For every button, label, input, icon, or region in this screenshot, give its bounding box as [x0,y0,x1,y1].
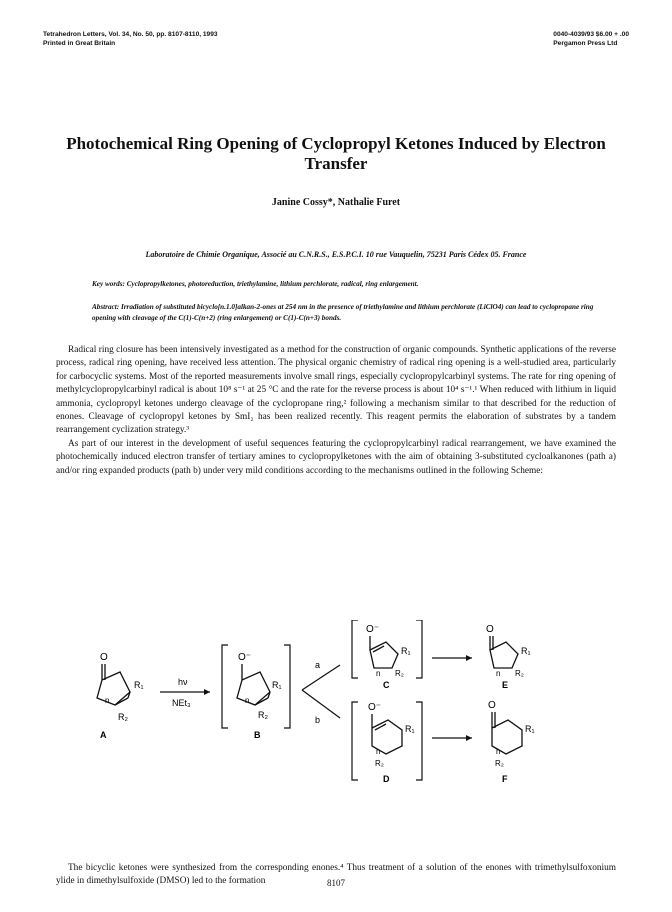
keywords-text: Cyclopropylketones, photoreduction, triethylamine, lithium perchlorate, radical, ring enlargement. [126,280,419,288]
reaction-scheme [70,620,630,860]
issn-price: 0040-4039/93 $6.00 + .00 [553,31,629,38]
abstract: Abstract: Irradiation of substituted bicyclo[n.1.0]alkan-2-ones at 254 nm in the presence of triethylamine and lithium perchlorate (LiClO4) can lead to cyclopropane ring opening with cleavage of the C(1)-C(n+2) (ring enlargement) or C(1)-C(n+3) bonds. [92,303,594,322]
paragraph-3: The bicyclic ketones were synthesized from the corresponding enones.⁴ Thus treatment of a solution of the enones with trimethylsulfoxonium ylide in dimethylsulfoxide (DMSO) led to the formation [56,863,616,887]
page-header [43,30,629,48]
label-c: C [383,680,390,690]
compound-f-oxygen: O [488,700,496,711]
compound-b-r2: R₂ [258,710,268,720]
path-b-label: b [315,715,321,725]
journal-citation: Tetrahedron Letters, Vol. 34, No. 50, pp. 8107-8110, 1993 [43,31,218,38]
compound-c [370,636,398,668]
bracket-c-right [416,620,422,678]
compound-a-n: n [105,696,110,705]
label-b: B [254,730,261,740]
compound-b-n: n [245,696,250,705]
compound-d-n: n [376,747,381,756]
path-a-label: a [315,660,321,670]
printed-in: Printed in Great Britain [43,40,116,47]
compound-d-oxyanion: O⁻ [368,702,382,713]
label-d: D [383,774,390,784]
bracket-d-left [352,702,358,780]
compound-b-r1: R₁ [272,680,282,690]
compound-a-r1: R₁ [134,680,144,690]
bracket-b-left [222,645,228,728]
compound-a [97,664,130,705]
compound-e-oxygen: O [486,624,494,635]
label-f: F [502,774,508,784]
label-a: A [100,730,107,740]
page-number: 8107 [327,878,345,888]
paragraph-1: Radical ring closure has been intensively investigated as a method for the construction of organic compounds. Synthetic applications of the reverse process, radical ring opening, have received less attention. The physical organic chemistry of radical ring opening is a well-studied area, particularly for carbocyclic systems. Most of the reported measurements involve small rings, especially cyclopropylcarbinyl systems. The rate for ring opening of methylcyclopropylcarbinyl radical is about 10⁸ s⁻¹ at 25 °C and the rate for the reverse process is about 10⁴ s⁻¹.¹ When reduced with lithium in liquid ammonia, cyclopropyl ketones undergo cleavage of the cyclopropane ring,² following a mechanism similar to that described for the reduction of enones. Cleavage of cyclopropyl ketones by SmI₂ has been realized recently. This reagent permits the elaboration of substrates by a tandem rearrangement cyclization strategy.³ [56,345,616,436]
arrow-bottom-label: NEt₃ [172,698,191,708]
compound-d-r2: R₂ [375,759,384,768]
body-text [56,344,616,478]
keywords [92,280,612,288]
arrow-top-label: hν [178,677,188,687]
compound-c-r1: R₁ [401,646,411,656]
compound-f-n: n [496,747,501,756]
bracket-d-right [416,702,422,780]
compound-d-r1: R₁ [405,724,415,734]
compound-f-r2: R₂ [495,759,504,768]
compound-a-r2: R₂ [118,712,128,722]
bracket-c-left [352,620,358,678]
compound-a-oxygen: O [100,652,108,663]
arrow-path-b [302,690,340,718]
arrowhead-d-to-f [466,735,472,741]
label-e: E [502,680,509,690]
header-left [43,30,218,48]
compound-b-oxyanion: O⁻ [238,652,252,663]
arrowhead-c-to-e [466,655,472,661]
article-title: Photochemical Ring Opening of Cyclopropyl Ketones Induced by Electron Transfer [66,134,606,173]
arrowhead-a-to-b [204,689,210,695]
compound-e [490,636,518,668]
compound-f-r1: R₁ [525,724,535,734]
header-right [553,30,629,48]
compound-b [237,664,270,705]
compound-c-r2: R₂ [395,669,404,678]
authors: Janine Cossy*, Nathalie Furet [271,197,401,208]
paragraph-2: As part of our interest in the development of useful sequences featuring the cyclopropylcarbinyl radical rearrangement, we have examined the photochemically induced electron transfer of tertiary amines to cyclopropylketones with the aim of obtaining 3-substituted cycloalkanones (path a) and/or ring expanded products (path b) under very mild conditions according to the mechanisms outlined in the following Scheme: [56,438,616,476]
compound-e-r1: R₁ [521,646,531,656]
affiliation: Laboratoire de Chimie Organique, Associé au C.N.R.S., E.S.P.C.I. 10 rue Vauquelin, 75231 Paris Cédex 05. France [145,250,527,259]
compound-e-n: n [496,669,501,678]
compound-e-r2: R₂ [515,669,524,678]
bracket-b-right [284,645,290,728]
publisher: Pergamon Press Ltd [553,40,618,47]
compound-c-oxyanion: O⁻ [366,624,380,635]
arrow-path-a [302,665,340,690]
keywords-label: Key words: [92,280,125,288]
compound-c-n: n [376,669,381,678]
